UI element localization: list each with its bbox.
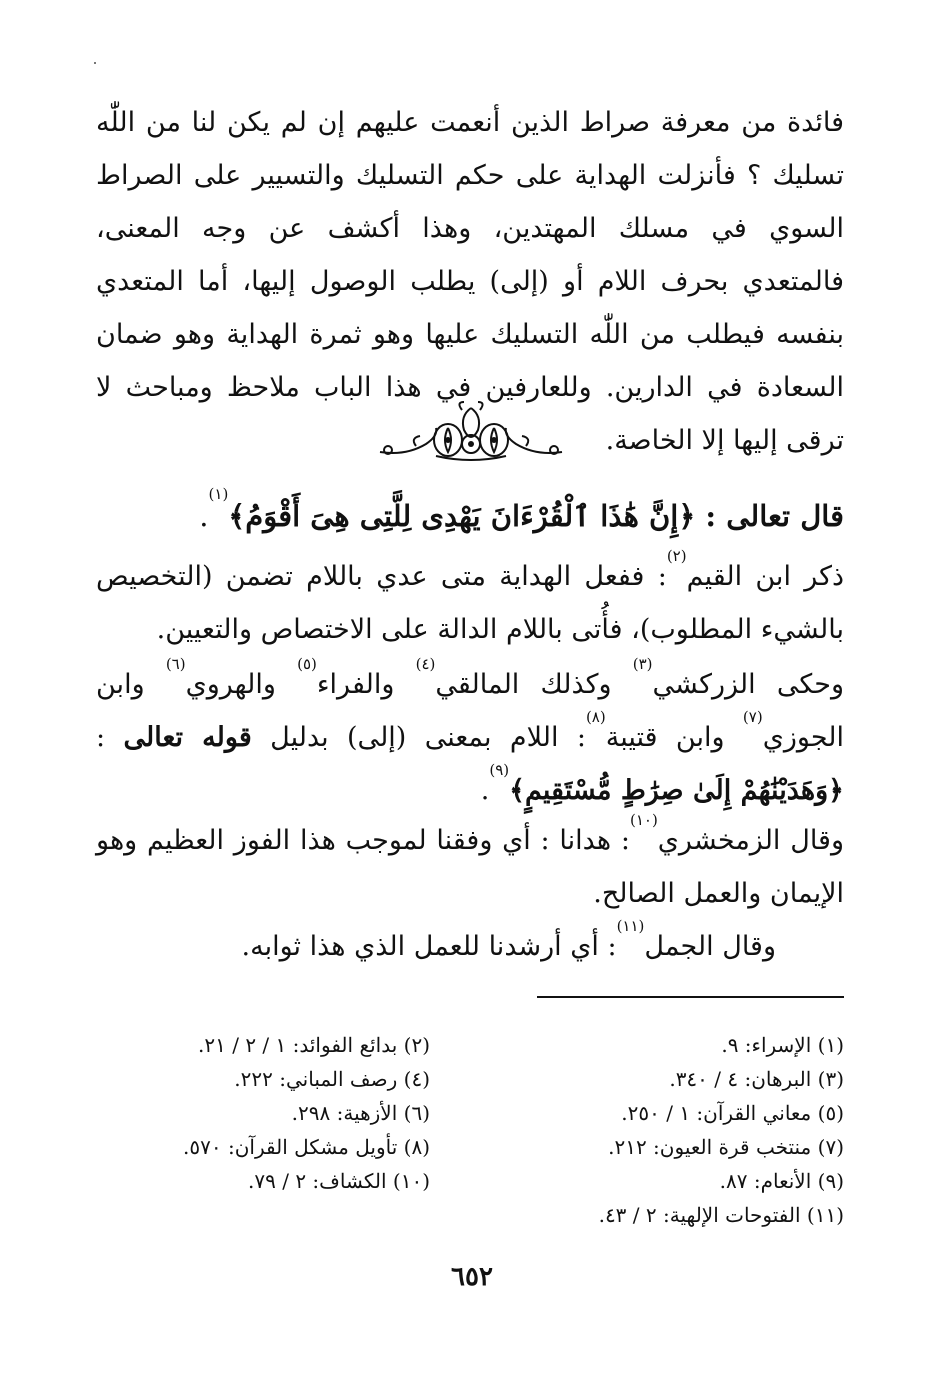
para3-text: وكذلك المالقي bbox=[435, 669, 633, 700]
footnote-ref[interactable]: (٤) bbox=[415, 655, 436, 673]
para2-text-a: ذكر ابن القيم bbox=[686, 561, 844, 592]
para5-text-b: : أي أرشدنا للعمل الذي هذا ثوابه. bbox=[241, 931, 617, 962]
para3-text: والهروي bbox=[185, 669, 298, 700]
paragraph-4 bbox=[96, 811, 844, 920]
footnote-item: (٤) رصف المباني: ٢٢٢. bbox=[234, 1067, 430, 1091]
para4-text-a: وقال الزمخشري bbox=[657, 825, 844, 856]
footnotes-right-column bbox=[470, 1028, 844, 1232]
paragraph-1: فائدة من معرفة صراط الذين أنعمت عليهم إن لم يكن لنا من اللّٰه تسليك ؟ فأنزلت الهداية على حكم التسليك والتسيير على الصراط السوي في مسلك المهتدين، وهذا أكشف عن وجه المعنى، فالمتعدي بحرف اللام أو (إلى) يطلب الوصول إليها، أما المتعدي بنفسه فيطلب من اللّٰه التسليك عليها وهو ثمرة الهداية وهو ضمان السعادة في الدارين. وللعارفين في هذا الباب ملاحظ ومباحث لا ترقى إليها إلا الخاصة. bbox=[96, 107, 844, 456]
footnote-divider bbox=[537, 996, 844, 998]
para2-text-b: : ففعل الهداية متى عدي باللام تضمن (التخصيص بالشيء المطلوب)، فأُتى باللام الدالة على الاختصاص والتعيين. bbox=[96, 561, 844, 645]
para3-bold: قوله تعالى bbox=[123, 722, 252, 753]
footnote-ref[interactable]: (١١) bbox=[616, 917, 645, 935]
para3-text: والفراء bbox=[316, 669, 416, 700]
footnote-item: (٩) الأنعام: ٨٧. bbox=[719, 1169, 844, 1193]
footnote-ref[interactable]: (٩) bbox=[489, 761, 510, 779]
para3-text: وابن الجوزي bbox=[96, 669, 844, 753]
para3-text: : اللام بمعنى (إلى) بدليل bbox=[251, 722, 586, 753]
paragraph-2 bbox=[96, 547, 844, 656]
footnote-item: (٨) تأويل مشكل القرآن: ٥٧٠. bbox=[183, 1135, 430, 1159]
footnote-ref[interactable]: (٧) bbox=[742, 708, 763, 726]
footnote-ref[interactable]: (١) bbox=[208, 485, 229, 503]
floral-ornament-icon bbox=[376, 400, 566, 466]
quran-verse: ﴿وَهَدَيْنَٰهُمْ إِلَىٰ صِرَٰطٍ مُّسْتَقِيمٍ﴾ bbox=[509, 775, 844, 806]
footnote-ref[interactable]: (٢) bbox=[666, 547, 687, 565]
footnote-ref[interactable]: (٦) bbox=[165, 655, 186, 673]
footnotes-left-column bbox=[96, 1028, 430, 1198]
footnote-ref[interactable]: (٨) bbox=[585, 708, 606, 726]
verse-end: . bbox=[199, 499, 209, 533]
verse-intro: قال تعالى : bbox=[695, 499, 844, 533]
para4-text-b: : هدانا : أي وفقنا لموجب هذا الفوز العظيم وهو الإيمان والعمل الصالح. bbox=[96, 825, 844, 909]
paragraph-3 bbox=[96, 655, 844, 817]
footnote-item: (١١) الفتوحات الإلهية: ٢ / ٤٣. bbox=[598, 1203, 844, 1227]
page-number: ٦٥٢ bbox=[451, 1262, 493, 1292]
paragraph-5 bbox=[96, 917, 844, 973]
para3-text: : bbox=[96, 722, 124, 753]
verse-heading bbox=[96, 485, 844, 544]
footnote-item: (١٠) الكشاف: ٢ / ٧٩. bbox=[248, 1169, 430, 1193]
quran-verse: ﴿إِنَّ هَٰذَا ٱلْقُرْءَانَ يَهْدِى لِلَّتِى هِىَ أَقْوَمُ﴾ bbox=[228, 499, 696, 533]
footnote-ref[interactable]: (٣) bbox=[632, 655, 653, 673]
footnote-item: (٦) الأزهية: ٢٩٨. bbox=[291, 1101, 430, 1125]
scan-speck bbox=[94, 62, 96, 64]
footnote-ref[interactable]: (٥) bbox=[297, 655, 317, 673]
para5-text-a: وقال الجمل bbox=[644, 931, 776, 962]
para3-end: . bbox=[480, 775, 490, 806]
footnote-item: (٥) معاني القرآن: ١ / ٢٥٠. bbox=[621, 1101, 844, 1125]
para3-text: وابن قتيبة bbox=[605, 722, 743, 753]
para3-text: وحكى الزركشي bbox=[652, 669, 844, 700]
footnote-item: (٧) منتخب قرة العيون: ٢١٢. bbox=[608, 1135, 844, 1159]
footnote-item: (٣) البرهان: ٤ / ٣٤٠. bbox=[669, 1067, 844, 1091]
footnote-ref[interactable]: (١٠) bbox=[629, 811, 658, 829]
footnote-item: (١) الإسراء: ٩. bbox=[721, 1033, 844, 1057]
footnote-item: (٢) بدائع الفوائد: ١ / ٢ / ٢١. bbox=[198, 1033, 430, 1057]
